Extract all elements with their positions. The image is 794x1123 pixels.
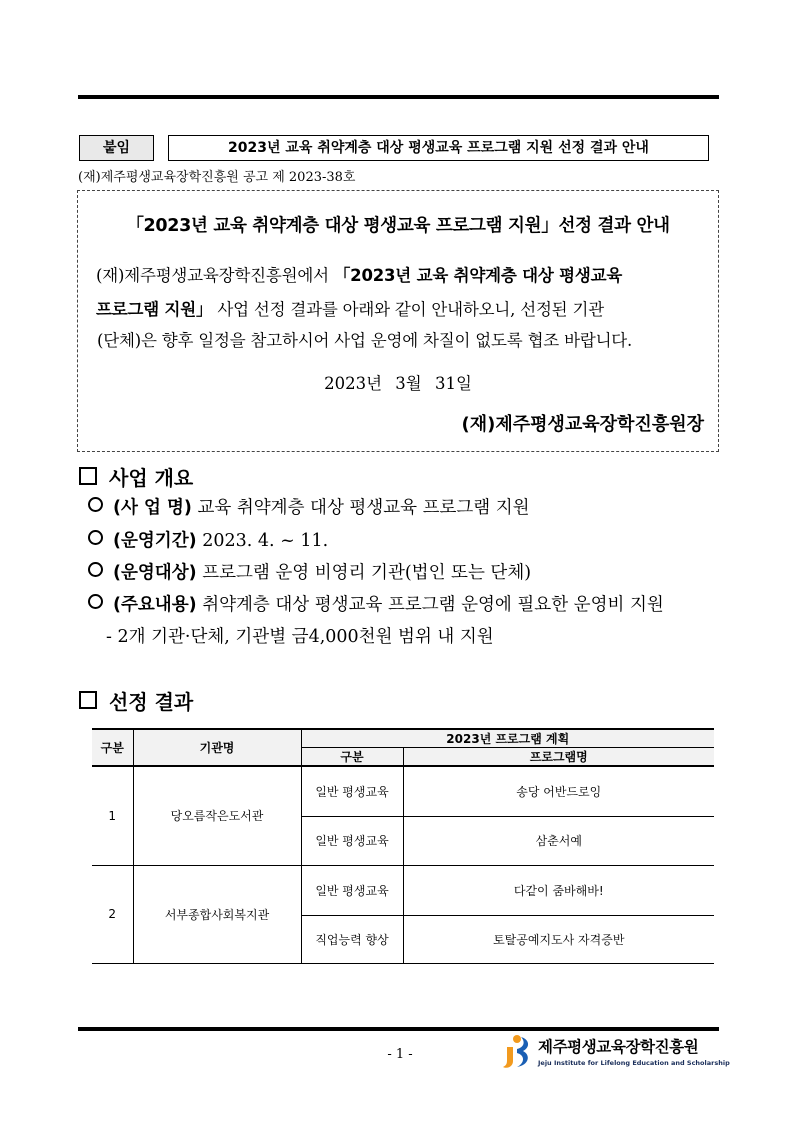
section-results-heading: 선정 결과 [79, 686, 193, 715]
row-no: 1 [92, 766, 133, 865]
notice-signatory: (재)제주평생교육장학진흥원장 [461, 414, 704, 435]
top-rule [78, 95, 719, 99]
bottom-rule [78, 1027, 719, 1031]
table-row [92, 766, 714, 816]
row-org: 서부종합사회복지관 [133, 865, 301, 963]
notice-line-1: (재)제주평생교육장학진흥원에서 「2023년 교육 취약계층 대상 평생교육 [96, 266, 623, 285]
row-program: 다같이 줌바해바! [403, 865, 714, 915]
overview-item: (사 업 명) 교육 취약계층 대상 평생교육 프로그램 지원 [88, 494, 530, 519]
circle-bullet-icon [88, 497, 103, 512]
attachment-tag: 붙임 [79, 135, 154, 161]
notice-date: 2023년 3월 31일 [324, 374, 472, 393]
row-category: 일반 평생교육 [301, 816, 403, 865]
overview-subitem: - 2개 기관·단체, 기관별 금4,000천원 범위 내 지원 [106, 627, 494, 647]
square-bullet-icon [79, 467, 97, 485]
footer-logo-korean: 제주평생교육장학진흥원 [538, 1038, 699, 1056]
row-program: 토탈공예지도사 자격증반 [403, 915, 714, 963]
notice-number: (재)제주평생교육장학진흥원 공고 제 2023-38호 [78, 170, 356, 185]
results-table [92, 728, 714, 964]
section-overview-heading: 사업 개요 [79, 462, 193, 491]
circle-bullet-icon [88, 530, 103, 545]
page-number: - 1 - [387, 1047, 413, 1062]
overview-item: (운영기간) 2023. 4. ~ 11. [88, 527, 328, 552]
overview-item: (운영대상) 프로그램 운영 비영리 기관(법인 또는 단체) [88, 559, 531, 584]
row-program: 송당 어반드로잉 [403, 766, 714, 816]
circle-bullet-icon [88, 594, 103, 609]
row-category: 일반 평생교육 [301, 766, 403, 816]
header-org: 기관명 [133, 729, 301, 766]
header-no: 구분 [92, 729, 133, 766]
header-program: 프로그램명 [403, 748, 714, 767]
overview-item: (주요내용) 취약계층 대상 평생교육 프로그램 운영에 필요한 운영비 지원 [88, 591, 664, 616]
footer-logo-english: Jeju Institute for Lifelong Education and Scholarship [538, 1059, 730, 1067]
header-plan: 2023년 프로그램 계획 [301, 729, 714, 748]
notice-title: 「2023년 교육 취약계층 대상 평생교육 프로그램 지원」선정 결과 안내 [126, 216, 670, 236]
row-category: 일반 평생교육 [301, 865, 403, 915]
notice-line-2: 프로그램 지원」 사업 선정 결과를 아래와 같이 안내하오니, 선정된 기관 [96, 300, 604, 319]
row-category: 직업능력 향상 [301, 915, 403, 963]
row-program: 삼춘서예 [403, 816, 714, 865]
header-category: 구분 [301, 748, 403, 767]
jeju-institute-logo-icon [503, 1033, 535, 1071]
square-bullet-icon [79, 691, 97, 709]
document-title: 2023년 교육 취약계층 대상 평생교육 프로그램 지원 선정 결과 안내 [168, 135, 709, 161]
circle-bullet-icon [88, 562, 103, 577]
row-org: 당오름작은도서관 [133, 766, 301, 865]
notice-line-3: (단체)은 향후 일정을 참고하시어 사업 운영에 차질이 없도록 협조 바랍니다. [97, 331, 633, 350]
table-row [92, 865, 714, 915]
row-no: 2 [92, 865, 133, 963]
